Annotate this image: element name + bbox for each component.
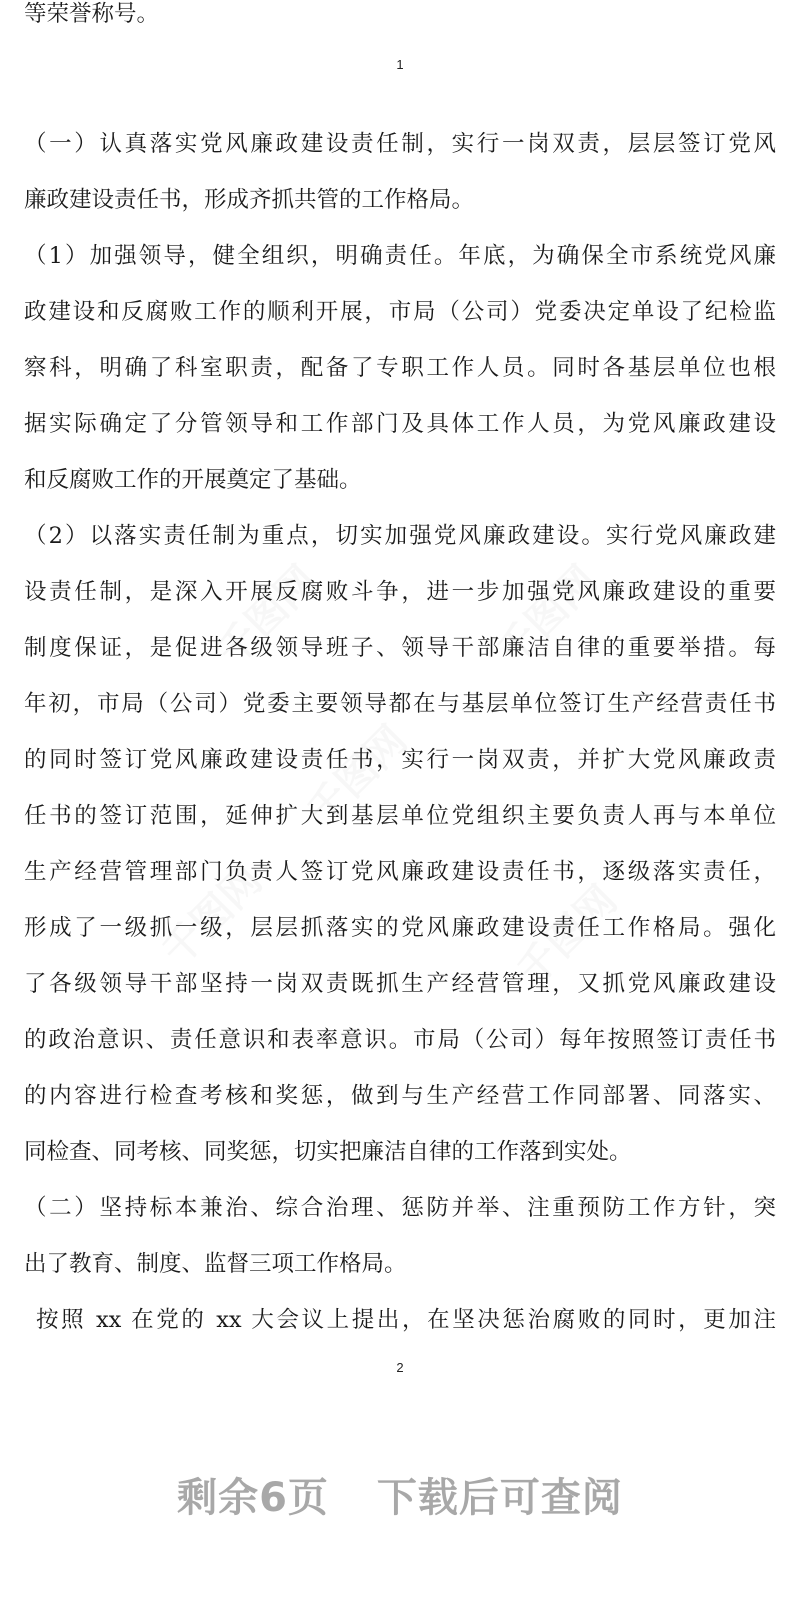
paragraph-line: 年初，市局（公司）党委主要领导都在与基层单位签订生产经营责任书 xyxy=(24,691,776,717)
download-hint-label: 下载后可查阅 xyxy=(376,1475,623,1521)
paragraph-line: 据实际确定了分管领导和工作部门及具体工作人员，为党风廉政建设 xyxy=(24,411,776,437)
download-prompt-banner[interactable] xyxy=(0,1466,800,1523)
watermark-logo: 千图网 xyxy=(208,557,327,675)
top-fragment-text: 等荣誉称号。 xyxy=(24,1,160,27)
section-heading: 出了教育、制度、监督三项工作格局。 xyxy=(24,1251,407,1277)
paragraph-line: 同检查、同考核、同奖惩，切实把廉洁自律的工作落到实处。 xyxy=(24,1139,632,1165)
paragraph-line: 设责任制，是深入开展反腐败斗争，进一步加强党风廉政建设的重要 xyxy=(24,579,776,605)
watermark-logo: 千图网 xyxy=(508,877,627,995)
page-number: 1 xyxy=(396,57,404,72)
paragraph-line: 制度保证，是促进各级领导班子、领导干部廉洁自律的重要举措。每 xyxy=(24,635,776,661)
paragraph-line: （1）加强领导，健全组织，明确责任。年底，为确保全市系统党风廉 xyxy=(24,243,776,269)
section-heading: （二）坚持标本兼治、综合治理、惩防并举、注重预防工作方针，突 xyxy=(24,1195,776,1221)
paragraph-line: 形成了一级抓一级，层层抓落实的党风廉政建设责任工作格局。强化 xyxy=(24,915,776,941)
remaining-pages-label: 剩余6页 xyxy=(177,1475,329,1521)
watermark-logo: 千图网 xyxy=(488,557,607,675)
paragraph-line: 政建设和反腐败工作的顺利开展，市局（公司）党委决定单设了纪检监 xyxy=(24,299,776,325)
paragraph-line: 任书的签订范围，延伸扩大到基层单位党组织主要负责人再与本单位 xyxy=(24,803,776,829)
paragraph-line: 按照 xx 在党的 xx 大会议上提出，在坚决惩治腐败的同时，更加注 xyxy=(36,1307,776,1333)
paragraph-line: 生产经营管理部门负责人签订党风廉政建设责任书，逐级落实责任， xyxy=(24,859,776,885)
section-heading: 廉政建设责任书，形成齐抓共管的工作格局。 xyxy=(24,187,475,213)
paragraph-line: 的政治意识、责任意识和表率意识。市局（公司）每年按照签订责任书 xyxy=(24,1027,776,1053)
paragraph-line: 的同时签订党风廉政建设责任书，实行一岗双责，并扩大党风廉政责 xyxy=(24,747,776,773)
paragraph-line: 了各级领导干部坚持一岗双责既抓生产经营管理，又抓党风廉政建设 xyxy=(24,971,776,997)
paragraph-line: 的内容进行检查考核和奖惩，做到与生产经营工作同部署、同落实、 xyxy=(24,1083,776,1109)
paragraph-line: （2）以落实责任制为重点，切实加强党风廉政建设。实行党风廉政建 xyxy=(24,523,776,549)
watermark-logo: 千图网 xyxy=(153,857,272,975)
section-heading: （一）认真落实党风廉政建设责任制，实行一岗双责，层层签订党风 xyxy=(24,131,776,157)
paragraph-line: 和反腐败工作的开展奠定了基础。 xyxy=(24,467,362,493)
watermark-logo: 千图网 xyxy=(298,717,417,835)
paragraph-line: 察科，明确了科室职责，配备了专职工作人员。同时各基层单位也根 xyxy=(24,355,776,381)
page-number: 2 xyxy=(396,1360,404,1375)
